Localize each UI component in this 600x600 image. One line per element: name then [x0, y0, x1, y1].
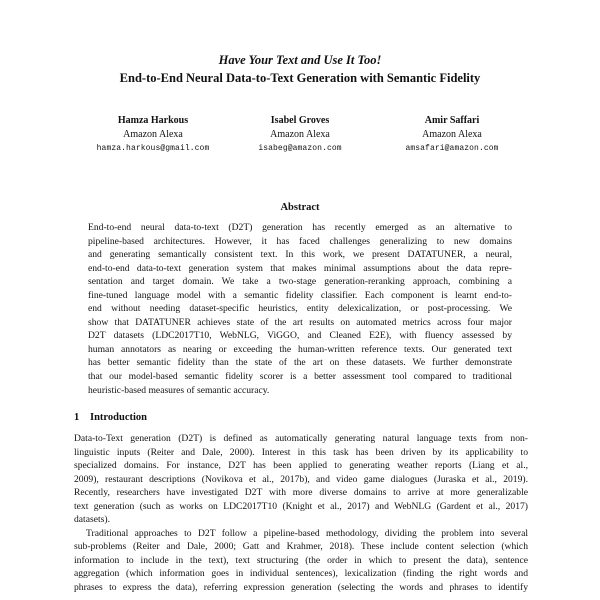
abstract-line: fine-tuned language model with a semantic fidelity classifier. Each component is learnt end-to- — [88, 289, 512, 301]
author-email: isabeg@amazon.com — [258, 144, 342, 153]
abstract-line: End-to-end neural data-to-text (D2T) generation has recently emerged as an alternative to — [88, 222, 512, 233]
section-number: 1 — [74, 412, 80, 423]
author-block — [352, 114, 552, 156]
abstract-heading: Abstract — [280, 202, 320, 213]
abstract-line: end without needing dataset-specific heuristics, entity delexicalization, or post-processing. We — [88, 303, 512, 315]
section-title: Introduction — [90, 412, 147, 423]
introduction-body — [74, 432, 528, 595]
author-name: Amir Saffari — [424, 115, 480, 126]
author-name: Hamza Harkous — [117, 115, 189, 126]
author-affiliation: Amazon Alexa — [123, 129, 183, 140]
intro-line: datasets). — [74, 514, 110, 526]
abstract-line: heuristic-based measures of semantic accuracy. — [88, 384, 270, 396]
abstract-line: sentation and target domain. We take a two-stage generation-reranking approach, combining a — [88, 276, 512, 288]
intro-line: information to include in the text), text structuring (the order in which to present the data), sentence — [74, 554, 528, 566]
abstract-line: pipeline-based architectures. However, it has faced challenges generalizing to new domains — [88, 235, 512, 247]
author-email: amsafari@amazon.com — [405, 144, 499, 153]
intro-line: aggregation (which information goes in individual sentences), lexicalization (finding the right words and — [74, 568, 528, 580]
author-affiliation: Amazon Alexa — [422, 129, 482, 140]
intro-line: specialized domains. For instance, D2T has been applied to generating weather reports (Liang et al., — [74, 460, 528, 472]
intro-line: 2009), restaurant descriptions (Novikova et al., 2017b), and video game dialogues (Juraska et al., 2019). — [74, 473, 528, 485]
intro-line: Recently, researchers have investigated D2T with more diverse domains to arrive at more generalizable — [74, 487, 528, 499]
section-heading — [74, 412, 147, 423]
intro-line: phrases to express the data), referring expression generation (selecting the words and phrases to identify — [74, 582, 528, 594]
intro-line: Data-to-Text generation (D2T) is defined as automatically generating natural language texts from non- — [74, 433, 528, 444]
intro-line: linguistic inputs (Reiter and Dale, 2000). Interest in this task has been driven by its applicability to — [74, 446, 528, 458]
author-name: Isabel Groves — [270, 115, 330, 126]
abstract-line: human annotators as nearing or exceeding the human-written reference texts. Our generated text — [88, 343, 512, 355]
abstract-line: D2T datasets (LDC2017T10, WebNLG, ViGGO, and Cleaned E2E), with fluency assessed by — [88, 330, 512, 342]
author-affiliation: Amazon Alexa — [270, 129, 330, 140]
abstract-line: has better semantic fidelity than the state of the art on these datasets. We further demonstrate — [88, 357, 512, 369]
author-email: hamza.harkous@gmail.com — [96, 144, 210, 153]
abstract-line: and generating semantically consistent text. In this work, we present DATATUNER, a neural, — [88, 249, 512, 261]
abstract-line: show that DATATUNER achieves state of the art results on automated metrics across four major — [88, 316, 512, 328]
intro-line: sub-problems (Reiter and Dale, 2000; Gatt and Krahmer, 2018). These include content selection (which — [74, 541, 528, 553]
paper-title-line-1: Have Your Text and Use It Too! — [218, 53, 382, 67]
intro-line: Traditional approaches to D2T follow a pipeline-based methodology, dividing the problem into several — [86, 527, 528, 539]
abstract-line: end-to-end data-to-text generation system that makes minimal assumptions about the data repre- — [88, 262, 512, 274]
abstract-body — [88, 221, 512, 397]
intro-line: text generation (such as works on LDC2017T10 (Knight et al., 2017) and WebNLG (Gardent et al., 2017) — [74, 500, 528, 512]
paper-title-line-2: End-to-End Neural Data-to-Text Generation with Semantic Fidelity — [119, 71, 481, 85]
abstract-line: that our model-based semantic fidelity scorer is a better assessment tool compared to traditional — [88, 371, 512, 383]
